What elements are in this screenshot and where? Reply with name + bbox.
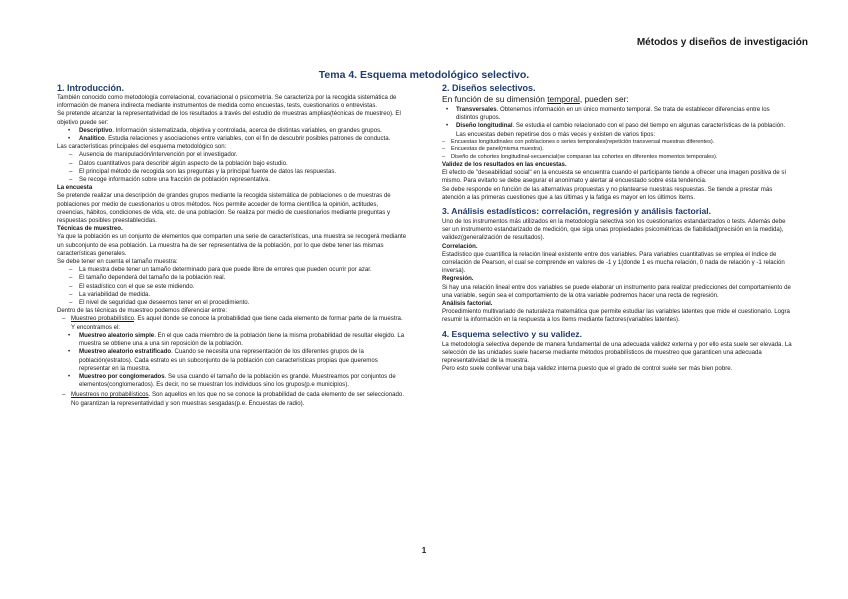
- probabilistic-list: [57, 332, 407, 389]
- paragraph: Se debe responde en función de las alternativas propuestas y no plantearse nuestras respuestas. Se tiende a prestar más atención a las primeras cuestiones que a las últimas y la fatiga es mayor en los últimos ítems.: [442, 185, 773, 201]
- term: Analítico: [79, 135, 105, 143]
- paragraph: Pero esto suele conllevar una baja validez interna puesto que el grado de control suele ser más bien pobre.: [442, 365, 733, 373]
- paragraph: Procedimiento multivariado de naturaleza matemática que permite estudiar las variables latentes que mide el cuestionario. Logra resumir la información en la respuesta a los ítems mediante factores(variables latentes).: [442, 308, 790, 324]
- subheading-tecnicas: Técnicas de muestreo.: [57, 225, 123, 233]
- list-item: [57, 391, 407, 407]
- paragraph: Las características principales del esquema metodológico son:: [57, 143, 227, 151]
- list-item: – Se recoge información sobre una fracción de población representativa.: [57, 176, 407, 184]
- term: Muestreos no probabilísticos: [71, 391, 149, 399]
- list-item: [57, 348, 407, 373]
- sampling-types-list: [57, 315, 407, 331]
- section-subtitle: [442, 94, 792, 104]
- list-item: [442, 106, 792, 122]
- term: Muestreo probabilístico: [71, 315, 134, 323]
- list-item: [57, 315, 407, 331]
- definition: . En el que cada miembro de la población tiene la misma probabilidad de resultar elegido. La muestra se obtiene una a una sin reposición de la población.: [79, 331, 405, 348]
- list-item: [57, 127, 407, 135]
- term: Muestreo por conglomerados: [79, 372, 165, 380]
- term: Diseño longitudinal: [456, 122, 513, 130]
- section-heading-disenos: 2. Diseños selectivos.: [442, 83, 536, 93]
- paragraph: Se pretende realizar una descripción de grandes grupos mediante la recogida sistemática de poblaciones o de muestras de poblaciones por medio de cuestionarios u otros métodos. Nos permite acceder de forma científica la opinión, actitudes, creencias, hábitos, condiciones de vida, etc. de una población. Se realiza por medio de cuestionarios mediante preguntas y respuestas posibles preestablecidas.: [57, 192, 391, 225]
- sample-size-list: [57, 266, 407, 307]
- definition: . Estudia relaciones y asociaciones entre variables, con el fin de descubrir posibles patrones de conducta.: [104, 135, 391, 143]
- paragraph: Ya que la población es un conjunto de elementos que comparten una serie de características, una muestra se recogerá mediante un subconjunto de esa población. La muestra ha de ser representativa de la población, por lo que debe tener las mismas características generales.: [57, 233, 407, 257]
- definition: . Se usa cuando el tamaño de la población es grande. Muestreamos por conjuntos de elementos(conglomerados). Es decir, no se muestran los individuos sino los grupos(p.e municipios).: [79, 372, 396, 389]
- subheading-validez: Validez de los resultados en las encuestas.: [442, 161, 567, 169]
- longitudinal-types-list: [442, 139, 792, 161]
- section-heading-esquema: 4. Esquema selectivo y su validez.: [442, 328, 582, 339]
- paragraph: Se debe tener en cuenta el tamaño muestra:: [57, 258, 178, 266]
- paragraph: También conocido como metodología correlacional, covariacional o psicometría. Se caracteriza por la recogida sistemática de información de manera indirecta mediante instrumentos de medida como encuestas, tests, cuestionarios o entrevistas.: [57, 94, 397, 110]
- list-item: – La muestra debe tener un tamaño determinado para que puede libre de errores que pueden ocurrir por azar.: [57, 266, 407, 274]
- document-title: Tema 4. Esquema metodológico selectivo.: [318, 69, 530, 81]
- underlined-text: temporal: [547, 94, 580, 104]
- list-item: – Encuestas longitudinales con poblaciones o series temporales(repetición transversal muestras diferentes).: [442, 139, 792, 146]
- non-probabilistic-list: [57, 391, 407, 407]
- paragraph: Se pretende alcanzar la representatividad de los resultados a través del estudio de muestras amplias(técnicas de muestreo). El objetivo puede ser:: [57, 110, 401, 126]
- design-types-list: [442, 106, 792, 139]
- term: Muestreo aleatorio simple: [79, 331, 155, 339]
- list-item: [57, 135, 407, 143]
- definition: . Información sistematizada, objetiva y controlada, acerca de distintas variables, en grandes grupos.: [112, 126, 382, 134]
- paragraph: Uno de los instrumentos más utilizados en la metodología selectiva son los cuestionarios estandarizados o tests. Además debe ser un instrumento estandarizado de medición, que siga unas propiedades psicométricas de fiabilidad(precisión en la medida), validez(generalización de resultados).: [442, 218, 786, 242]
- paragraph: Dentro de las técnicas de muestreo podemos diferenciar entre:: [57, 307, 228, 315]
- subheading-encuesta: La encuesta: [57, 184, 93, 192]
- list-item: [57, 373, 407, 389]
- definition: . Cuando se necesita una representación de los diferentes grupos de la población(estratos). Cada estrato es un subconjunto de la población con características propias que queremos representar en la muestra.: [79, 348, 378, 372]
- paragraph: La metodología selectiva depende de manera fundamental de una adecuada validez externa y por ello esta suele ser elevada. La selección de las unidades suele hacerse mediante métodos probabilísticos de muestreo que garanticen una adecuada representatividad de la muestra.: [442, 340, 792, 365]
- list-item: – Diseño de cohortes longitudinal-secuencial(se comparan las cohortes en diferentes momentos temporales).: [442, 154, 792, 161]
- text: En función de su dimensión: [442, 94, 548, 104]
- left-column: [57, 83, 407, 408]
- list-item: – El tamaño dependerá del tamaño de la población real.: [57, 274, 407, 282]
- subheading-correlacion: Correlación.: [442, 242, 478, 250]
- page-number: 1: [421, 546, 427, 555]
- list-item: – Encuestas de panel(misma muestra).: [442, 146, 792, 153]
- characteristics-list: [57, 151, 407, 184]
- list-item: – El estadístico con el que se este midiendo.: [57, 283, 407, 291]
- list-item: – Ausencia de manipulación/intervención por el investigador.: [57, 151, 407, 159]
- term: Transversales: [456, 106, 497, 113]
- objective-list: [57, 127, 407, 143]
- right-column: [442, 83, 792, 374]
- paragraph: Estadístico que cuantifica la relación lineal existente entre dos variables. Para variables cuantitativas se emplea el índice de correlación de Pearson, el cual se comprende en valores de -1 y 1(donde 1 es mucha relación, 0 nada de relación y -1 relación inversa).: [442, 250, 785, 275]
- list-item: – El nivel de seguridad que deseemos tener en el procedimiento.: [57, 299, 407, 307]
- term: Descriptivo: [79, 126, 113, 134]
- list-item: – El principal método de recogida son las preguntas y la principal fuente de datos las respuestas.: [57, 168, 407, 176]
- list-item: [442, 122, 792, 138]
- list-item: [57, 332, 407, 348]
- subheading-factorial: Análisis factorial.: [442, 300, 493, 308]
- definition: . Son aquellos en los que no se conoce la probabilidad de cada elemento de ser seleccionado. No garantizan la representatividad y son muestras sesgadas(p.e. Encuestas de radio).: [71, 391, 405, 407]
- section-heading-analisis: 3. Análisis estadísticos: correlación, regresión y análisis factorial.: [442, 206, 712, 217]
- text: , pueden ser:: [579, 94, 629, 104]
- section-heading-introduccion: 1. Introducción.: [57, 83, 125, 93]
- term: Muestreo aleatorio estratificado: [79, 348, 172, 356]
- paragraph: Si hay una relación lineal entre dos variables se puede elaborar un instrumento para realizar predicciones del comportamiento de una variable, según sea el comportamiento de la otra variable podremos hacer una recta de regresión.: [442, 283, 791, 299]
- definition: . Se estudia el cambio relacionado con el paso del tiempo en algunas características de la población. Las encuestas deben repetirse dos o más veces y existen de varios tipos:: [456, 122, 786, 138]
- definition: . Obtenemos información en un único momento temporal. Se trata de establecer diferencias entre los distintos grupos.: [456, 106, 770, 122]
- running-header: Métodos y diseños de investigación: [636, 37, 808, 48]
- subheading-regresion: Regresión.: [442, 275, 474, 283]
- paragraph: El efecto de "deseabilidad social" en la encuesta se encuentra cuando el participante tiende a ofrecer una imagen positiva de sí mismo. Para evitarlo se debe asegurar el anonimato y alertar al encuestado sobre esta tendencia.: [442, 169, 787, 185]
- definition: . Es aquel donde se conoce la probabilidad que tiene cada elemento de formar parte de la muestra. Y encontramos el:: [71, 315, 403, 331]
- list-item: – Datos cuantitativos para describir algún aspecto de la población bajo estudio.: [57, 160, 407, 168]
- list-item: – La variabilidad de medida.: [57, 291, 407, 299]
